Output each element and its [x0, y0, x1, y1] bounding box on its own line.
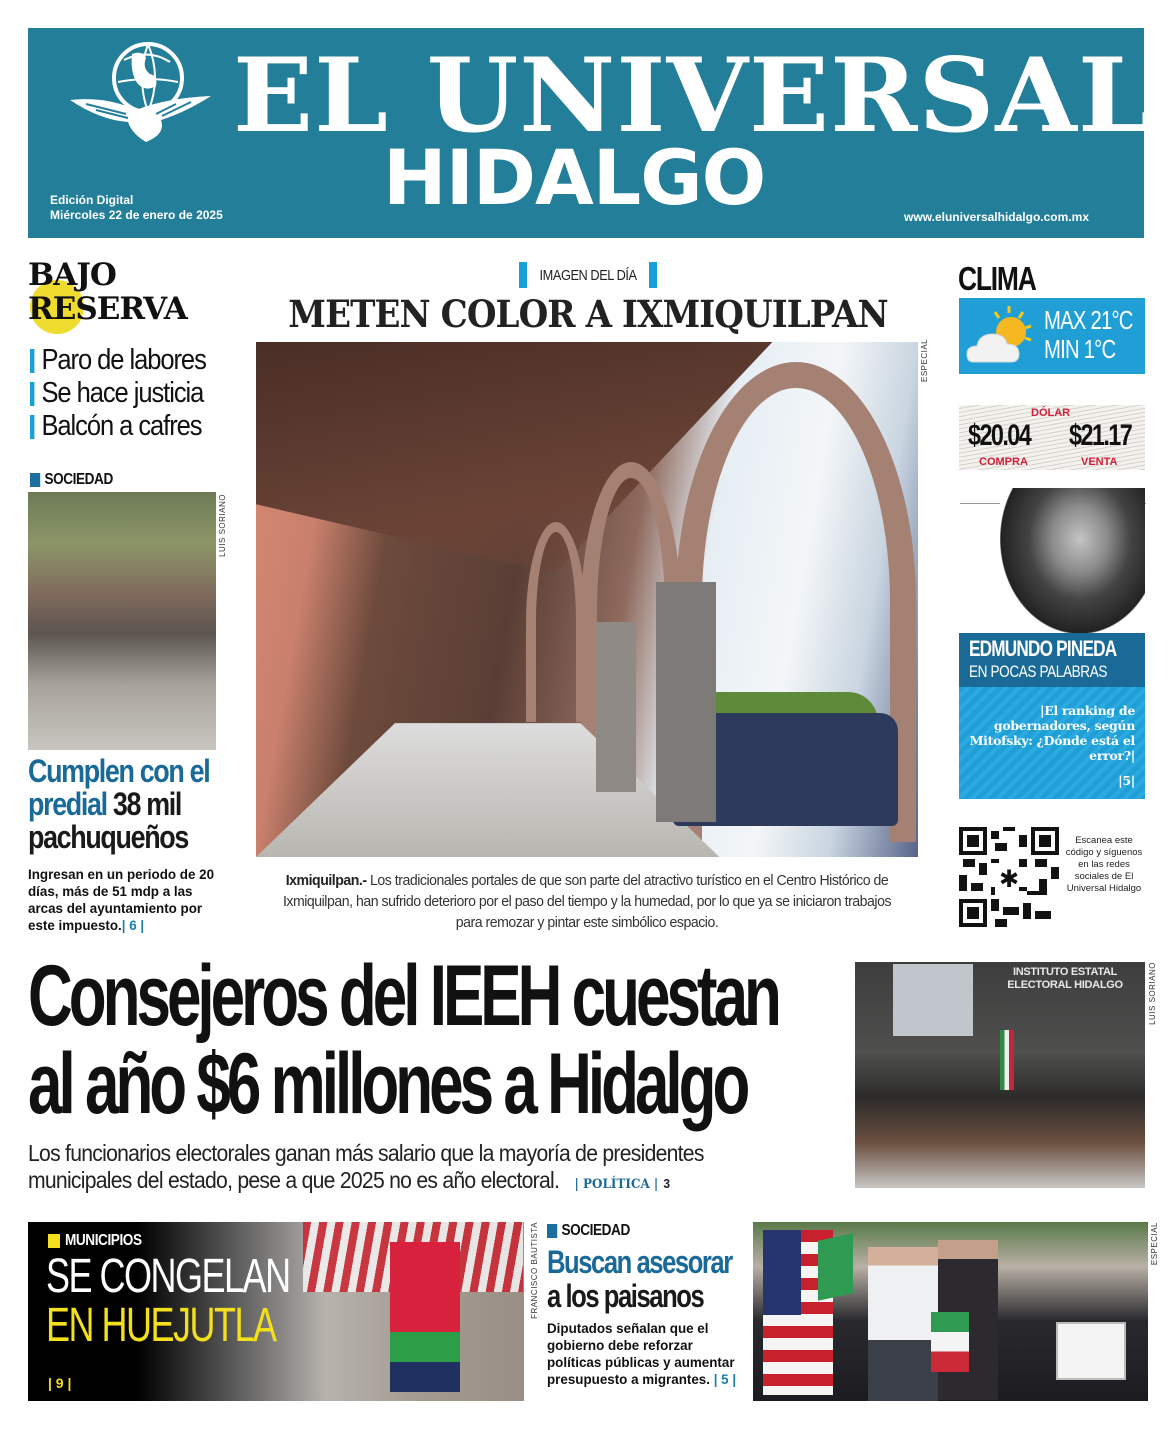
- temp-max: MAX 21°C: [1044, 305, 1133, 335]
- weather-temps: [1044, 306, 1133, 364]
- ieeh-session-photo[interactable]: [855, 962, 1145, 1188]
- photo-plaque: [1056, 1322, 1126, 1380]
- dolar-label: DÓLAR: [1031, 407, 1071, 419]
- bajo-reserva-item[interactable]: [30, 410, 206, 443]
- section-ref-politica[interactable]: | POLÍTICA |: [574, 1177, 659, 1192]
- photo-screen: [893, 964, 973, 1036]
- venta-value: $21.17: [1069, 419, 1132, 452]
- columnist-portrait[interactable]: [1000, 488, 1145, 634]
- summary-text: Ingresan en un periodo de 20 días, más de 51 mdp a las arcas del ayuntamiento por este impuesto.: [28, 867, 215, 933]
- photo-pillar: [596, 622, 636, 792]
- item-label: Se hace justicia: [41, 377, 204, 409]
- caption-text: Los tradicionales portales de que son parte del atractivo turístico en el Centro Histórico de Ixmiquilpan, han sufrido deterioro por el paso del tiempo y la humedad, por lo que ya se iniciaron trabajos para remozar y pintar este simbólico espacio.: [282, 872, 892, 931]
- column-quote: |El ranking de gobernadores, según Mitofsky: ¿Dónde está el error?|: [969, 703, 1135, 763]
- section-label: SOCIEDAD: [44, 471, 113, 488]
- item-label: Balcón a cafres: [41, 410, 202, 442]
- kicker-label: IMAGEN DEL DÍA: [539, 266, 637, 284]
- section-label: MUNICIPIOS: [65, 1232, 142, 1249]
- photo-arch: [526, 522, 586, 722]
- bajo-reserva-title-2: RESERVA: [28, 291, 187, 327]
- photo-woman: [390, 1242, 460, 1392]
- bar-icon: [30, 415, 34, 439]
- photo-credit: LUIS SORIANO: [218, 494, 227, 557]
- paisanos-headline[interactable]: [547, 1244, 732, 1314]
- photo-credit: ESPECIAL: [920, 338, 929, 382]
- clima-title: CLIMA: [958, 260, 1036, 297]
- venta-label: VENTA: [1081, 456, 1118, 468]
- summary-text: Diputados señalan que el gobierno debe reforzar políticas públicas y aumentar presupuesto a migrantes.: [547, 1321, 735, 1387]
- masthead-title: EL UNIVERSAL: [233, 36, 1153, 156]
- masthead: [28, 28, 1153, 238]
- huejutla-promo[interactable]: [28, 1222, 524, 1401]
- section-tag-municipios: [48, 1232, 155, 1250]
- compra-value: $20.04: [968, 419, 1031, 452]
- paisanos-summary: [547, 1320, 742, 1388]
- bar-icon: [30, 382, 34, 406]
- bajo-reserva-item[interactable]: [30, 377, 206, 410]
- caption-lead: Ixmiquilpan.-: [285, 872, 367, 889]
- column-name: EN POCAS PALABRAS: [969, 662, 1108, 681]
- bajo-reserva-title-1: BAJO: [28, 257, 116, 293]
- headline-blue: Buscan asesorar: [547, 1244, 732, 1280]
- headline-line-1: Consejeros del IEEH cuestan: [28, 948, 778, 1044]
- eagle-globe-icon: [66, 38, 216, 148]
- page-ref: | 9 |: [48, 1375, 72, 1391]
- headline-black: a los paisanos: [547, 1278, 704, 1314]
- mexico-flag-icon: [931, 1312, 969, 1372]
- mexico-flag-icon: [1000, 1030, 1014, 1090]
- item-label: Paro de labores: [41, 344, 206, 376]
- page-ref[interactable]: | 6 |: [121, 918, 145, 933]
- exchange-rate-widget[interactable]: [959, 405, 1145, 470]
- weather-widget[interactable]: [959, 298, 1145, 374]
- bajo-reserva-item[interactable]: [30, 344, 206, 377]
- photo-sign: INSTITUTO ESTATAL ELECTORAL HIDALGO: [1007, 966, 1123, 991]
- bar-icon: [519, 262, 527, 288]
- headline-line-2: al año $6 millones a Hidalgo: [28, 1036, 747, 1132]
- lead-deck: [28, 1140, 782, 1198]
- columnist-name: EDMUNDO PINEDA: [969, 636, 1117, 661]
- imagen-del-dia-caption: [276, 870, 898, 933]
- columnist-banner[interactable]: [959, 633, 1145, 687]
- imagen-del-dia-title[interactable]: METEN COLOR A IXMIQUILPAN: [288, 292, 888, 336]
- photo-credit: LUIS SORIANO: [1148, 962, 1157, 1025]
- bajo-reserva-list: [30, 344, 230, 443]
- lead-headline[interactable]: [28, 948, 778, 1132]
- qr-instructions: Escanea este código y síguenos en las redes sociales de El Universal Hidalgo: [1065, 835, 1143, 894]
- page-ref[interactable]: | 5 |: [713, 1372, 737, 1387]
- compra-label: COMPRA: [979, 456, 1028, 468]
- qr-code[interactable]: [959, 827, 1059, 927]
- square-icon: [30, 473, 40, 487]
- deck-line-1: Los funcionarios electorales ganan más salario que la mayoría de presidentes: [28, 1140, 704, 1166]
- section-tag-sociedad: [547, 1222, 630, 1240]
- edition-label: Edición Digital: [50, 193, 134, 207]
- square-icon: [48, 1234, 60, 1248]
- predial-summary: [28, 866, 218, 934]
- ixmiquilpan-portales-photo[interactable]: [256, 342, 918, 857]
- column-teaser[interactable]: [959, 687, 1145, 799]
- square-icon: [547, 1224, 557, 1238]
- headline-line-1: SE CONGELAN: [46, 1250, 290, 1303]
- section-label: SOCIEDAD: [561, 1222, 630, 1239]
- page-ref: |5|: [1118, 773, 1135, 788]
- predial-photo[interactable]: [28, 492, 216, 750]
- mexico-flag-icon: [818, 1233, 853, 1300]
- photo-credit: ESPECIAL: [1150, 1222, 1159, 1266]
- page-ref[interactable]: 3: [663, 1176, 671, 1191]
- masthead-subtitle: HIDALGO: [383, 133, 766, 222]
- website-link[interactable]: www.eluniversalhidalgo.com.mx: [904, 210, 1089, 224]
- svg-text:✱: ✱: [998, 865, 1020, 893]
- headline-black: 38 mil pachuqueños: [28, 786, 188, 855]
- photo-credit: FRANCISCO BAUTISTA: [530, 1222, 539, 1319]
- bar-icon: [30, 349, 34, 373]
- bar-icon: [649, 262, 657, 288]
- headline-blue: Cumplen con el predial: [28, 753, 210, 822]
- predial-headline[interactable]: [28, 755, 213, 854]
- headline-line-2: EN HUEJUTLA: [46, 1299, 276, 1352]
- photo-person: [868, 1247, 938, 1401]
- edition-info: [50, 193, 223, 223]
- deck-line-2: municipales del estado, pese a que 2025 no es año electoral.: [28, 1167, 560, 1193]
- photo-pillar: [656, 582, 716, 822]
- migrants-parade-photo[interactable]: [753, 1222, 1148, 1401]
- partly-cloudy-icon: [965, 304, 1043, 370]
- section-tag-sociedad: [30, 471, 113, 489]
- temp-min: MIN 1°C: [1044, 334, 1116, 364]
- edition-date: Miércoles 22 de enero de 2025: [50, 208, 223, 222]
